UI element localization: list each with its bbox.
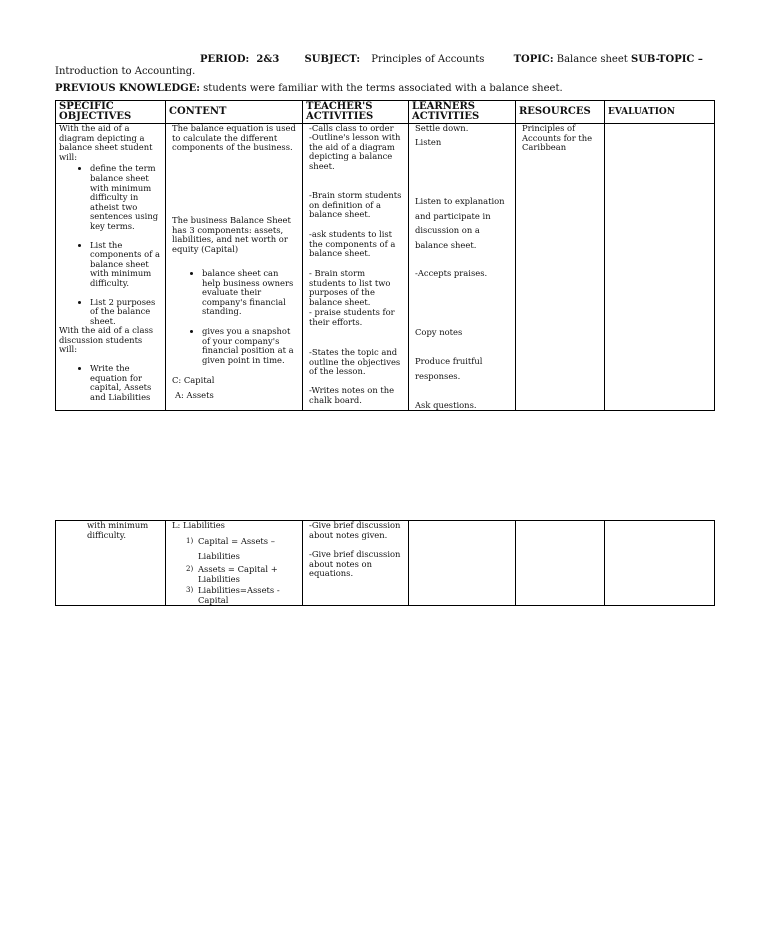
resources-cell <box>516 124 605 411</box>
learner-activity: Listen <box>415 137 442 147</box>
table-row <box>56 521 715 606</box>
table-header-row <box>56 101 715 124</box>
content-cell-continued <box>166 521 303 606</box>
equation-text: Assets = Capital + Liabilities <box>198 564 278 584</box>
list-item: • Write the equation for capital, Assets and Liabilities <box>90 364 162 402</box>
objectives-list <box>59 164 162 326</box>
lesson-plan-table <box>55 100 715 411</box>
list-item: • define the term balance sheet with minimum difficulty in atheist two sentences using key terms. <box>90 164 162 231</box>
subtopic-value: Introduction to Accounting. <box>55 66 196 77</box>
equation-number: 2) <box>186 565 194 573</box>
equations-wrap <box>172 534 297 605</box>
learner-activity: Copy notes <box>415 327 463 337</box>
objectives-intro: With the aid of a diagram depicting a balance sheet student will: <box>59 123 153 162</box>
learners-cell-continued <box>409 521 516 606</box>
teacher-cell-continued <box>303 521 409 606</box>
objectives-intro-2: With the aid of a class discussion students will: <box>59 325 154 355</box>
list-item <box>186 534 297 563</box>
previous-knowledge <box>55 83 563 95</box>
list-item: • gives you a snapshot of your company's financial position at a given point in time. <box>202 327 297 365</box>
header-line-2 <box>55 66 195 78</box>
equation-text: Liabilities=Assets - Capital <box>198 585 280 605</box>
list-item: • List 2 purposes of the balance sheet. <box>90 298 162 327</box>
teacher-activity: -Outline's lesson with the aid of a diagram depicting a balance sheet. <box>309 132 401 171</box>
table-row <box>56 124 715 411</box>
content-capital: C: Capital <box>172 375 215 385</box>
objectives-cell <box>56 124 166 411</box>
content-cell <box>166 124 303 411</box>
col-header-objectives: SPECIFIC OBJECTIVES <box>56 101 166 124</box>
objectives-continued-text: with minimum difficulty. <box>87 520 149 540</box>
resources-cell-continued <box>516 521 605 606</box>
teacher-activity: -States the topic and outline the objectives of the lesson. <box>309 347 401 377</box>
evaluation-cell-continued <box>605 521 715 606</box>
teacher-activity: -Calls class to order <box>309 123 394 133</box>
content-liabilities: L: Liabilities <box>172 520 225 530</box>
previous-knowledge-label: PREVIOUS KNOWLEDGE: <box>55 83 200 94</box>
lesson-plan-table-continued <box>55 520 715 606</box>
content-p1: The balance equation is used to calculate the different components of the business. <box>172 123 296 153</box>
topic-label: TOPIC: <box>513 54 554 65</box>
teacher-activity: -Give brief discussion about notes on equations. <box>309 549 401 579</box>
col-header-teacher: TEACHER'S ACTIVITIES <box>303 101 409 124</box>
col-header-content: CONTENT <box>166 101 303 124</box>
teacher-activity: -Give brief discussion about notes given. <box>309 520 401 540</box>
list-item: • List the components of a balance sheet with minimum difficulty. <box>90 241 162 289</box>
col-header-evaluation: EVALUATION <box>605 101 715 124</box>
period-value: 2&3 <box>256 54 280 65</box>
period-label: PERIOD: <box>200 54 250 65</box>
objectives-list-2 <box>59 364 162 402</box>
equation-number: 1) <box>186 537 194 545</box>
teacher-activity: - Brain storm students to list two purposes of the balance sheet. <box>309 268 391 307</box>
content-bullets <box>172 269 297 365</box>
teacher-activity: - praise students for their efforts. <box>309 307 395 327</box>
learner-activity: Produce fruitful responses. <box>415 356 483 381</box>
learners-cell <box>409 124 516 411</box>
equation-number: 3) <box>186 586 194 595</box>
list-item <box>186 564 297 584</box>
teacher-cell <box>303 124 409 411</box>
teacher-activity: -Brain storm students on definition of a balance sheet. <box>309 190 402 220</box>
evaluation-cell <box>605 124 715 411</box>
col-header-resources: RESOURCES <box>516 101 605 124</box>
equations-list <box>172 534 297 605</box>
learner-activity: Listen to explanation and participate in discussion on a balance sheet. <box>415 196 505 250</box>
equation-text: Capital = Assets – Liabilities <box>198 536 275 561</box>
teacher-activity: -Writes notes on the chalk board. <box>309 385 395 405</box>
content-assets: A: Assets <box>175 390 214 400</box>
content-p2: The business Balance Sheet has 3 components: assets, liabilities, and net worth or equity (Capital) <box>172 215 291 254</box>
teacher-activity: -ask students to list the components of a balance sheet. <box>309 229 396 259</box>
subject-value: Principles of Accounts <box>371 54 485 65</box>
objectives-cell-continued <box>56 521 166 606</box>
learner-activity: Settle down. <box>415 123 469 133</box>
learner-activity: Ask questions. <box>415 400 477 410</box>
previous-knowledge-text: students were familiar with the terms associated with a balance sheet. <box>203 83 563 94</box>
header-line-1 <box>200 54 703 66</box>
subject-label: SUBJECT: <box>304 54 361 65</box>
topic-value: Balance sheet <box>556 54 628 65</box>
learner-activity: -Accepts praises. <box>415 268 488 278</box>
resource-item: Principles of Accounts for the Caribbean <box>522 123 593 153</box>
col-header-learners: LEARNERS ACTIVITIES <box>409 101 516 124</box>
list-item <box>186 585 297 605</box>
subtopic-label: SUB-TOPIC – <box>630 54 703 65</box>
list-item: • balance sheet can help business owners evaluate their company's financial standing. <box>202 269 297 317</box>
content-bullets-wrap <box>172 269 297 375</box>
